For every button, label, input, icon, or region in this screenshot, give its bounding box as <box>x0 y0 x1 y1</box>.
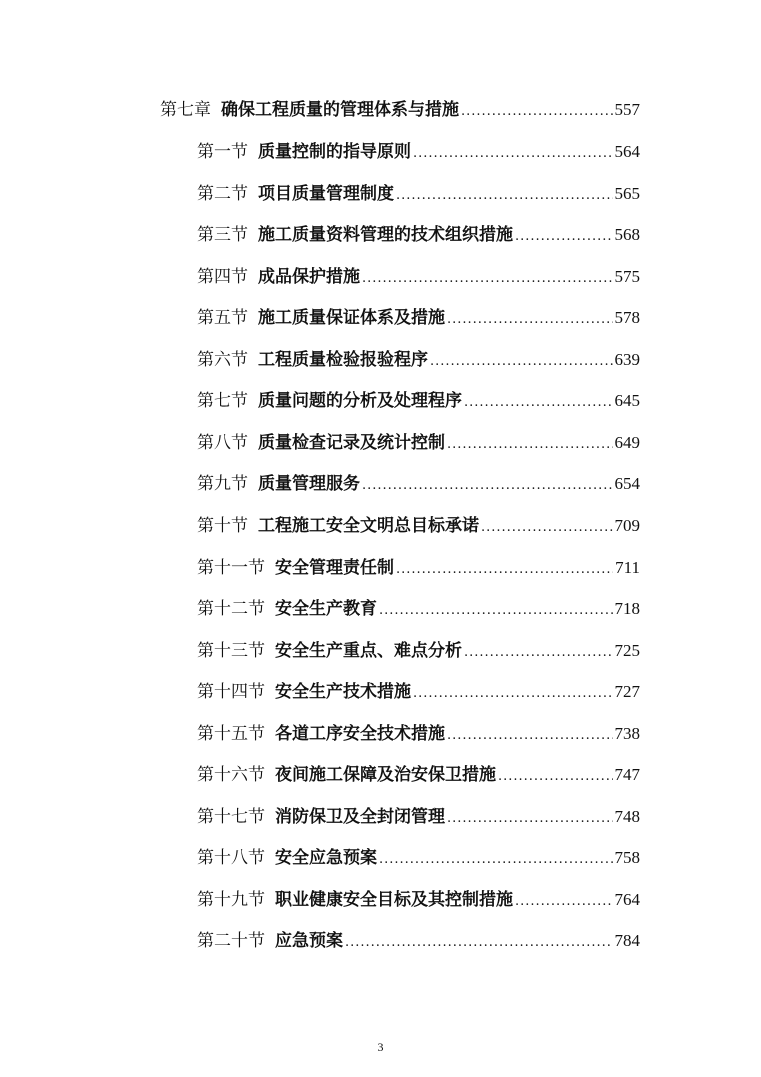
section-title: 质量问题的分析及处理程序 <box>258 391 462 411</box>
toc-section-entry[interactable] <box>197 471 640 497</box>
toc-section-entry[interactable] <box>197 139 640 165</box>
section-number: 第十五节 <box>197 724 265 744</box>
section-number: 第三节 <box>197 225 248 245</box>
toc-section-entry[interactable] <box>197 638 640 664</box>
section-number: 第二节 <box>197 184 248 204</box>
toc-section-entry[interactable] <box>197 887 640 913</box>
toc-section-entry[interactable] <box>197 430 640 456</box>
section-title: 安全生产技术措施 <box>275 682 411 702</box>
toc-section-entry[interactable] <box>197 928 640 954</box>
section-page-number: 764 <box>614 890 640 909</box>
section-number: 第十六节 <box>197 765 265 785</box>
chapter-page-number: 557 <box>614 100 640 119</box>
section-page-number: 725 <box>614 641 640 660</box>
dot-leader <box>515 889 613 915</box>
section-title: 施工质量保证体系及措施 <box>258 308 445 328</box>
section-title: 夜间施工保障及治安保卫措施 <box>275 765 496 785</box>
section-page-number: 747 <box>614 765 640 784</box>
section-number: 第六节 <box>197 350 248 370</box>
section-title: 安全管理责任制 <box>275 558 394 578</box>
toc-section-entry[interactable] <box>197 388 640 414</box>
dot-leader <box>396 557 613 583</box>
section-number: 第九节 <box>197 474 248 494</box>
dot-leader <box>498 764 613 790</box>
section-title: 消防保卫及全封闭管理 <box>275 807 445 827</box>
section-number: 第七节 <box>197 391 248 411</box>
dot-leader <box>345 930 613 956</box>
section-page-number: 568 <box>614 225 640 244</box>
section-page-number: 649 <box>614 433 640 452</box>
dot-leader <box>413 681 613 707</box>
toc-section-entry[interactable] <box>197 181 640 207</box>
section-page-number: 654 <box>614 474 640 493</box>
dot-leader <box>464 390 613 416</box>
section-page-number: 575 <box>614 267 640 286</box>
section-title: 质量管理服务 <box>258 474 360 494</box>
toc-section-entry[interactable] <box>197 845 640 871</box>
section-title: 安全生产教育 <box>275 599 377 619</box>
section-page-number: 645 <box>614 391 640 410</box>
section-page-number: 564 <box>614 142 640 161</box>
toc-section-entry[interactable] <box>197 555 640 581</box>
dot-leader <box>447 307 613 333</box>
dot-leader <box>464 640 613 666</box>
section-page-number: 784 <box>614 931 640 950</box>
section-page-number: 748 <box>614 807 640 826</box>
section-number: 第一节 <box>197 142 248 162</box>
toc-section-entry[interactable] <box>197 804 640 830</box>
section-number: 第十三节 <box>197 641 265 661</box>
section-number: 第十七节 <box>197 807 265 827</box>
dot-leader <box>430 349 613 375</box>
section-page-number: 709 <box>614 516 640 535</box>
section-title: 施工质量资料管理的技术组织措施 <box>258 225 513 245</box>
section-title: 质量检查记录及统计控制 <box>258 433 445 453</box>
section-number: 第二十节 <box>197 931 265 951</box>
section-title: 安全生产重点、难点分析 <box>275 641 462 661</box>
toc-section-entry[interactable] <box>197 347 640 373</box>
section-title: 工程质量检验报验程序 <box>258 350 428 370</box>
section-page-number: 758 <box>614 848 640 867</box>
dot-leader <box>481 515 613 541</box>
chapter-number: 第七章 <box>160 100 211 120</box>
dot-leader <box>413 141 613 167</box>
section-title: 工程施工安全文明总目标承诺 <box>258 516 479 536</box>
section-number: 第十四节 <box>197 682 265 702</box>
chapter-title: 确保工程质量的管理体系与措施 <box>221 100 459 120</box>
toc-section-entry[interactable] <box>197 305 640 331</box>
toc-section-entry[interactable] <box>197 222 640 248</box>
section-number: 第十九节 <box>197 890 265 910</box>
section-title: 成品保护措施 <box>258 267 360 287</box>
dot-leader <box>447 806 613 832</box>
section-page-number: 738 <box>614 724 640 743</box>
section-title: 项目质量管理制度 <box>258 184 394 204</box>
section-title: 应急预案 <box>275 931 343 951</box>
section-page-number: 718 <box>614 599 640 618</box>
toc-section-entry[interactable] <box>197 596 640 622</box>
toc-chapter-entry[interactable] <box>160 97 640 123</box>
dot-leader <box>396 183 613 209</box>
dot-leader <box>362 266 613 292</box>
toc-section-entry[interactable] <box>197 721 640 747</box>
section-number: 第十八节 <box>197 848 265 868</box>
section-number: 第十节 <box>197 516 248 536</box>
dot-leader <box>461 99 613 125</box>
toc-section-entry[interactable] <box>197 679 640 705</box>
toc-section-entry[interactable] <box>197 513 640 539</box>
section-page-number: 565 <box>614 184 640 203</box>
dot-leader <box>362 473 613 499</box>
toc-section-entry[interactable] <box>197 762 640 788</box>
section-title: 安全应急预案 <box>275 848 377 868</box>
dot-leader <box>515 224 613 250</box>
section-number: 第五节 <box>197 308 248 328</box>
section-title: 质量控制的指导原则 <box>258 142 411 162</box>
dot-leader <box>379 598 613 624</box>
section-number: 第十二节 <box>197 599 265 619</box>
section-title: 各道工序安全技术措施 <box>275 724 445 744</box>
toc-section-entry[interactable] <box>197 264 640 290</box>
section-number: 第四节 <box>197 267 248 287</box>
section-number: 第八节 <box>197 433 248 453</box>
dot-leader <box>447 432 613 458</box>
section-page-number: 727 <box>614 682 640 701</box>
page-footer-number: 3 <box>377 1040 384 1054</box>
section-page-number: 711 <box>615 558 640 577</box>
section-page-number: 578 <box>614 308 640 327</box>
dot-leader <box>379 847 613 873</box>
dot-leader <box>447 723 613 749</box>
section-page-number: 639 <box>614 350 640 369</box>
section-number: 第十一节 <box>197 558 265 578</box>
section-title: 职业健康安全目标及其控制措施 <box>275 890 513 910</box>
